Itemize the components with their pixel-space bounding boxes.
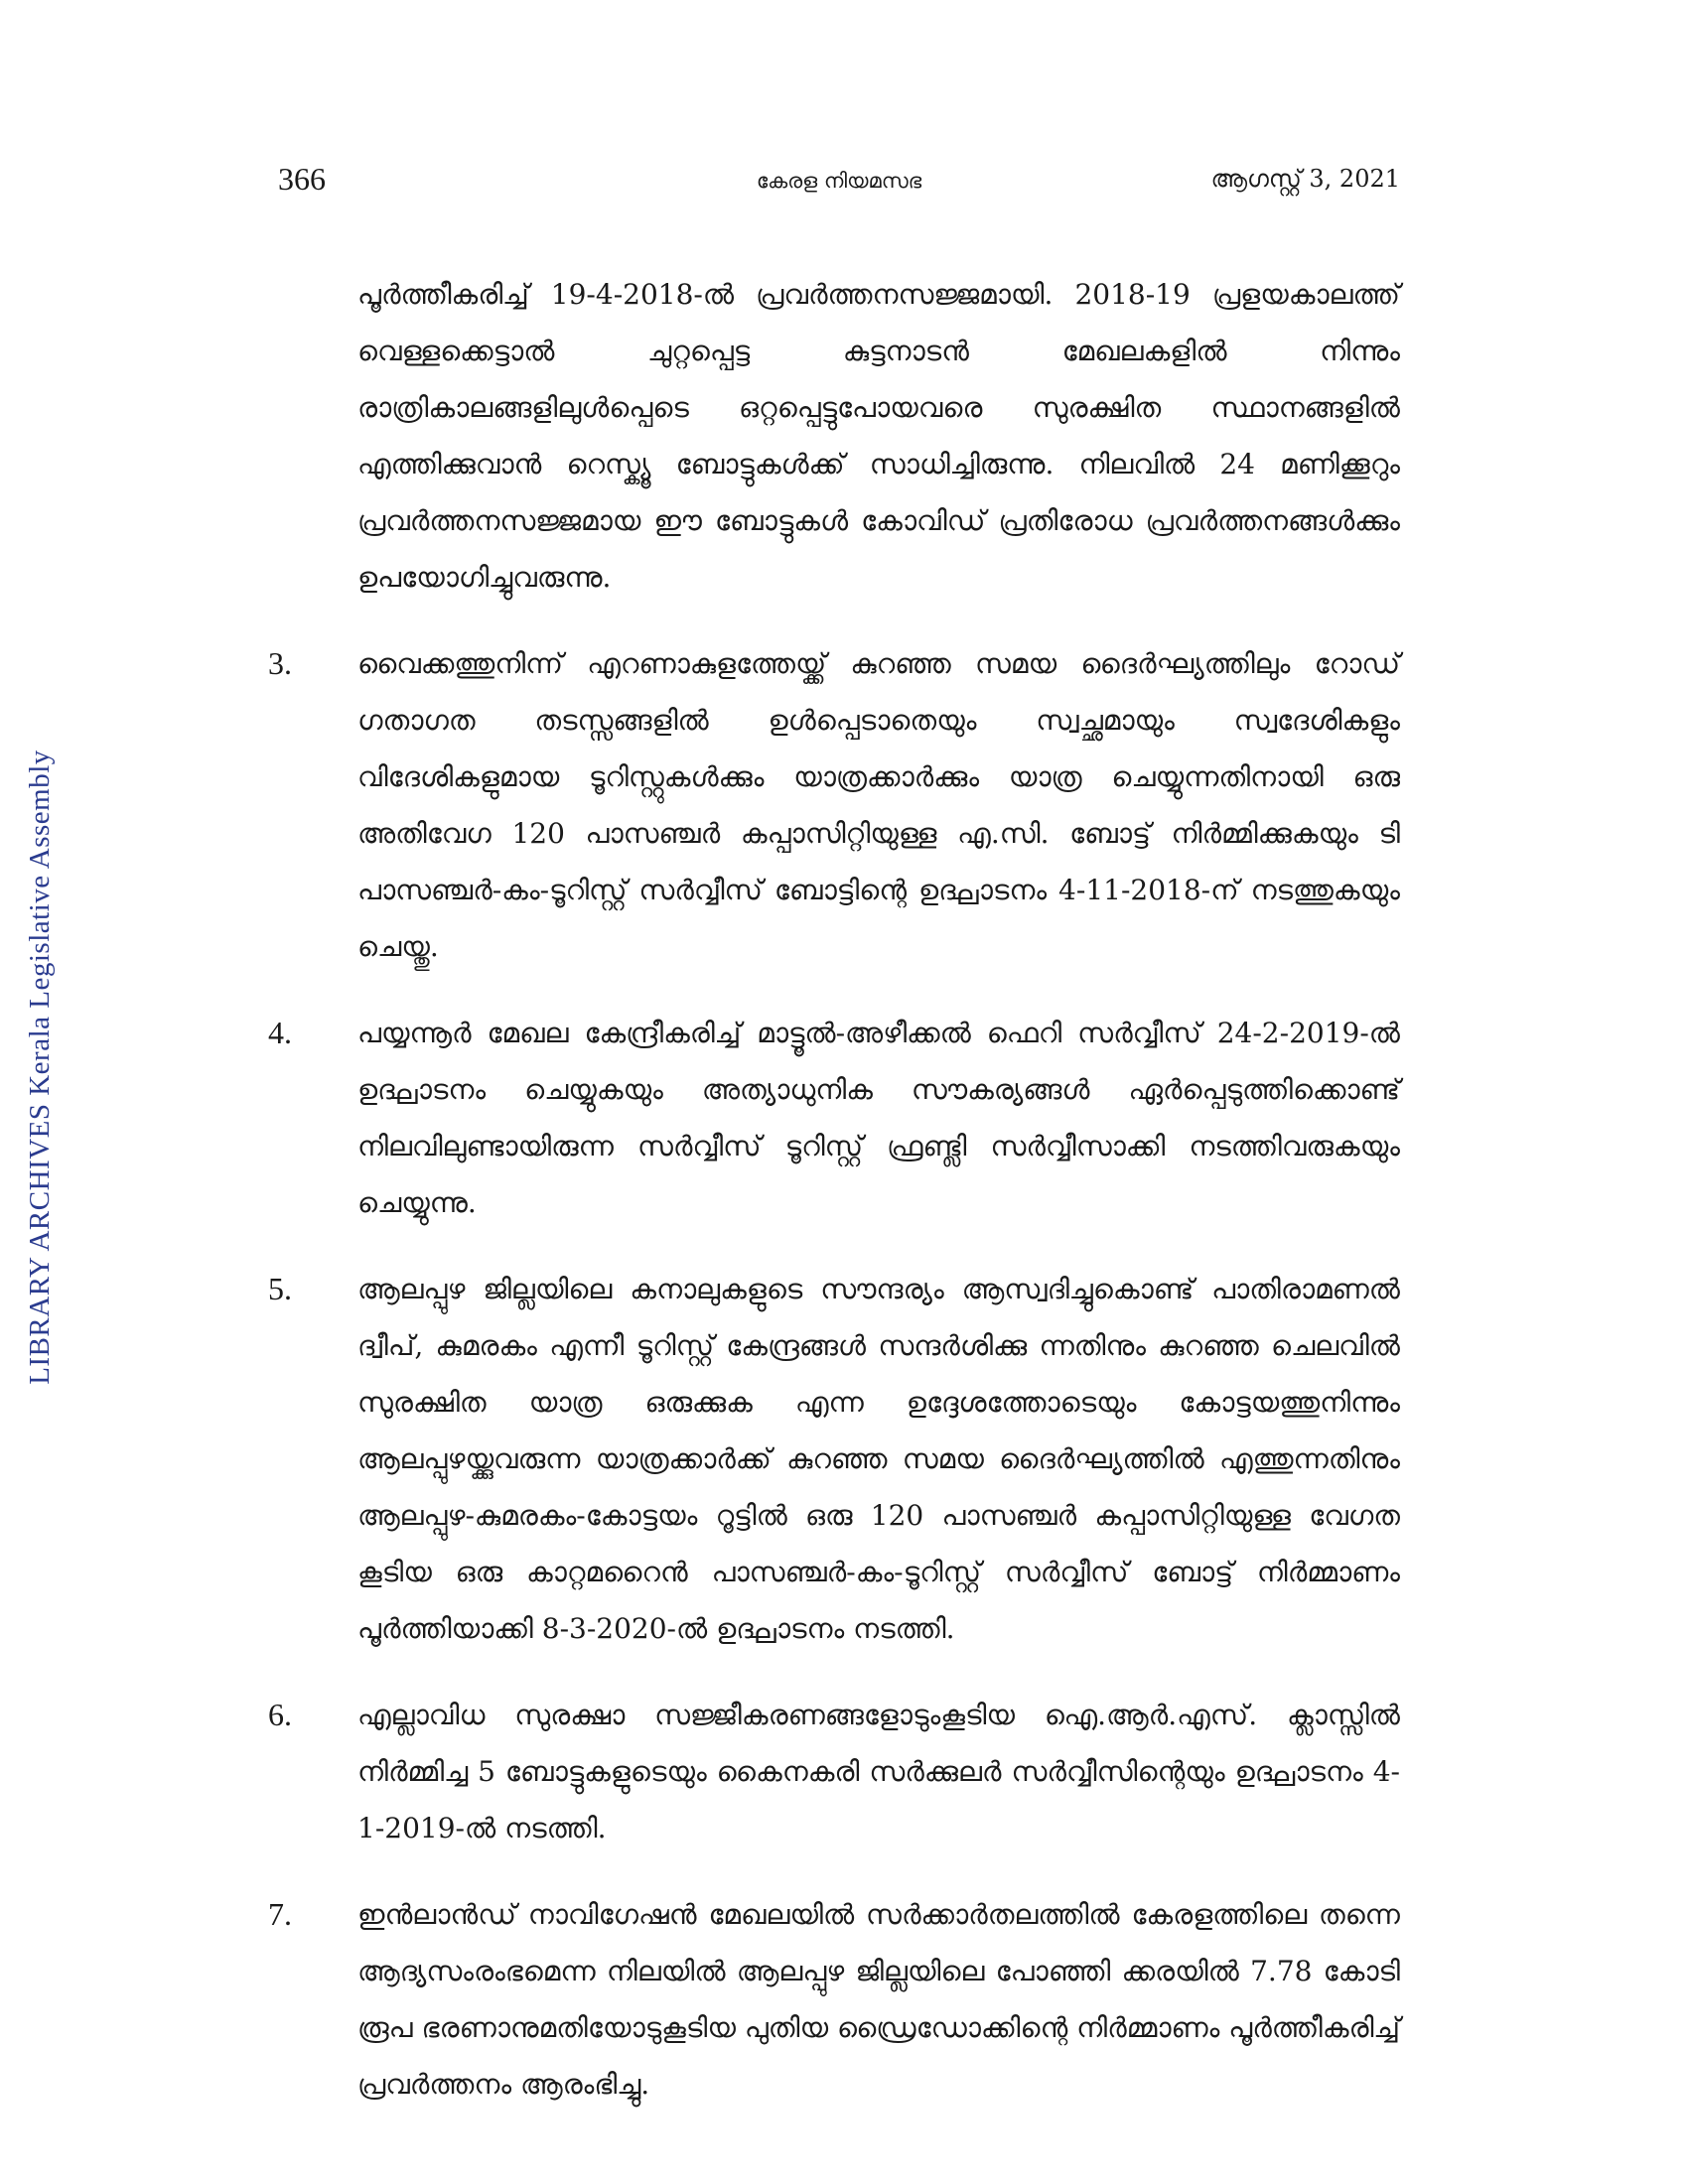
- header-date: ആഗസ്റ്റ് 3, 2021: [1210, 165, 1400, 193]
- page-number: 366: [278, 161, 326, 197]
- list-item: [268, 635, 1400, 975]
- list-item: [268, 1005, 1400, 1231]
- running-title: കേരള നിയമസഭ: [756, 169, 922, 193]
- item-text: ആലപ്പുഴ ജില്ലയിലെ കനാലുകളുടെ സൗന്ദര്യം ആസ്വദിച്ചുകൊണ്ട് പാതിരാമണൽ ദ്വീപ്, കുമരകം എന്നീ ടൂറിസ്റ്റ് കേന്ദ്രങ്ങൾ സന്ദർശിക്കു ന്നതിനും കുറഞ്ഞ ചെലവിൽ സുരക്ഷിത യാത്ര ഒരുക്കുക എന്ന ഉദ്ദേശത്തോടെയും കോട്ടയത്തുനിന്നും ആലപ്പുഴയ്ക്കുവരുന്ന യാത്രക്കാർക്ക് കുറഞ്ഞ സമയ ദൈർഘ്യത്തിൽ എത്തുന്നതിനും ആലപ്പുഴ-കുമരകം-കോട്ടയം റൂട്ടിൽ ഒരു 120 പാസഞ്ചർ കപ്പാസിറ്റിയുള്ള വേഗത കൂടിയ ഒരു കാറ്റമറൈൻ പാസഞ്ചർ-കം-ടൂറിസ്റ്റ് സർവ്വീസ് ബോട്ട് നിർമ്മാണം പൂർത്തിയാക്കി 8-3-2020-ൽ ഉദ്ഘാടനം നടത്തി.: [357, 1273, 1400, 1645]
- item-number: 6.: [268, 1697, 292, 1732]
- page-header: [278, 161, 1400, 201]
- item-text: വൈക്കത്തുനിന്ന് എറണാകുളത്തേയ്ക്ക് കുറഞ്ഞ സമയ ദൈർഘ്യത്തിലും റോഡ് ഗതാഗത തടസ്സങ്ങളിൽ ഉൾപ്പെടാതെയും സ്വച്ഛമായും സ്വദേശികളും വിദേശികളുമായ ടൂറിസ്റ്റുകൾക്കും യാത്രക്കാർക്കും യാത്ര ചെയ്യുന്നതിനായി ഒരു അതിവേഗ 120 പാസഞ്ചർ കപ്പാസിറ്റിയുള്ള എ.സി. ബോട്ട് നിർമ്മിക്കുകയും ടി പാസഞ്ചർ-കം-ടൂറിസ്റ്റ് സർവ്വീസ് ബോട്ടിന്റെ ഉദ്ഘാടനം 4-11-2018-ന് നടത്തുകയും ചെയ്തു.: [357, 647, 1400, 963]
- list-item: [268, 1886, 1400, 2113]
- archive-watermark: LIBRARY ARCHIVES Kerala Legislative Assembly: [24, 750, 56, 1385]
- item-text: എല്ലാവിധ സുരക്ഷാ സജ്ജീകരണങ്ങളോടുംകൂടിയ ഐ.ആർ.എസ്. ക്ലാസ്സിൽ നിർമ്മിച്ച 5 ബോട്ടുകളുടെയും കൈനകരി സർക്കുലർ സർവ്വീസിന്റെയും ഉദ്ഘാടനം 4-1-2019-ൽ നടത്തി.: [357, 1699, 1400, 1844]
- item-number: 3.: [268, 645, 292, 681]
- intro-paragraph: പൂർത്തീകരിച്ച് 19-4-2018-ൽ പ്രവർത്തനസജ്ജമായി. 2018-19 പ്രളയകാലത്ത് വെള്ളക്കെട്ടാൽ ചുറ്റപ്പെട്ട കുട്ടനാടൻ മേഖലകളിൽ നിന്നും രാത്രികാലങ്ങളിലുൾപ്പെടെ ഒറ്റപ്പെട്ടുപോയവരെ സുരക്ഷിത സ്ഥാനങ്ങളിൽ എത്തിക്കുവാൻ റെസ്ക്യൂ ബോട്ടുകൾക്ക് സാധിച്ചിരുന്നു. നിലവിൽ 24 മണിക്കൂറും പ്രവർത്തനസജ്ജമായ ഈ ബോട്ടുകൾ കോവിഡ് പ്രതിരോധ പ്രവർത്തനങ്ങൾക്കും ഉപയോഗിച്ചുവരുന്നു.: [357, 278, 1400, 594]
- item-number: 5.: [268, 1271, 292, 1306]
- item-text: ഇൻലാൻഡ് നാവിഗേഷൻ മേഖലയിൽ സർക്കാർതലത്തിൽ കേരളത്തിലെ തന്നെ ആദ്യസംരംഭമെന്ന നിലയിൽ ആലപ്പുഴ ജില്ലയിലെ പോഞ്ഞി ക്കരയിൽ 7.78 കോടി രൂപ ഭരണാനുമതിയോടുകൂടിയ പുതിയ ഡ്രൈഡോക്കിന്റെ നിർമ്മാണം പൂർത്തീകരിച്ച് പ്രവർത്തനം ആരംഭിച്ചു.: [357, 1898, 1400, 2101]
- list-item: [268, 1687, 1400, 1856]
- item-text: പയ്യന്നൂർ മേഖല കേന്ദ്രീകരിച്ച് മാട്ടൂൽ-അഴീക്കൽ ഫെറി സർവ്വീസ് 24-2-2019-ൽ ഉദ്ഘാടനം ചെയ്യുകയും അത്യാധുനിക സൗകര്യങ്ങൾ ഏർപ്പെടുത്തിക്കൊണ്ട് നിലവിലുണ്ടായിരുന്ന സർവ്വീസ് ടൂറിസ്റ്റ് ഫ്രണ്ട്ലി സർവ്വീസാക്കി നടത്തിവരുകയും ചെയ്യുന്നു.: [357, 1017, 1400, 1219]
- document-body: [268, 266, 1400, 2142]
- item-number: 4.: [268, 1015, 292, 1050]
- item-number: 7.: [268, 1896, 292, 1932]
- list-item: [268, 1261, 1400, 1657]
